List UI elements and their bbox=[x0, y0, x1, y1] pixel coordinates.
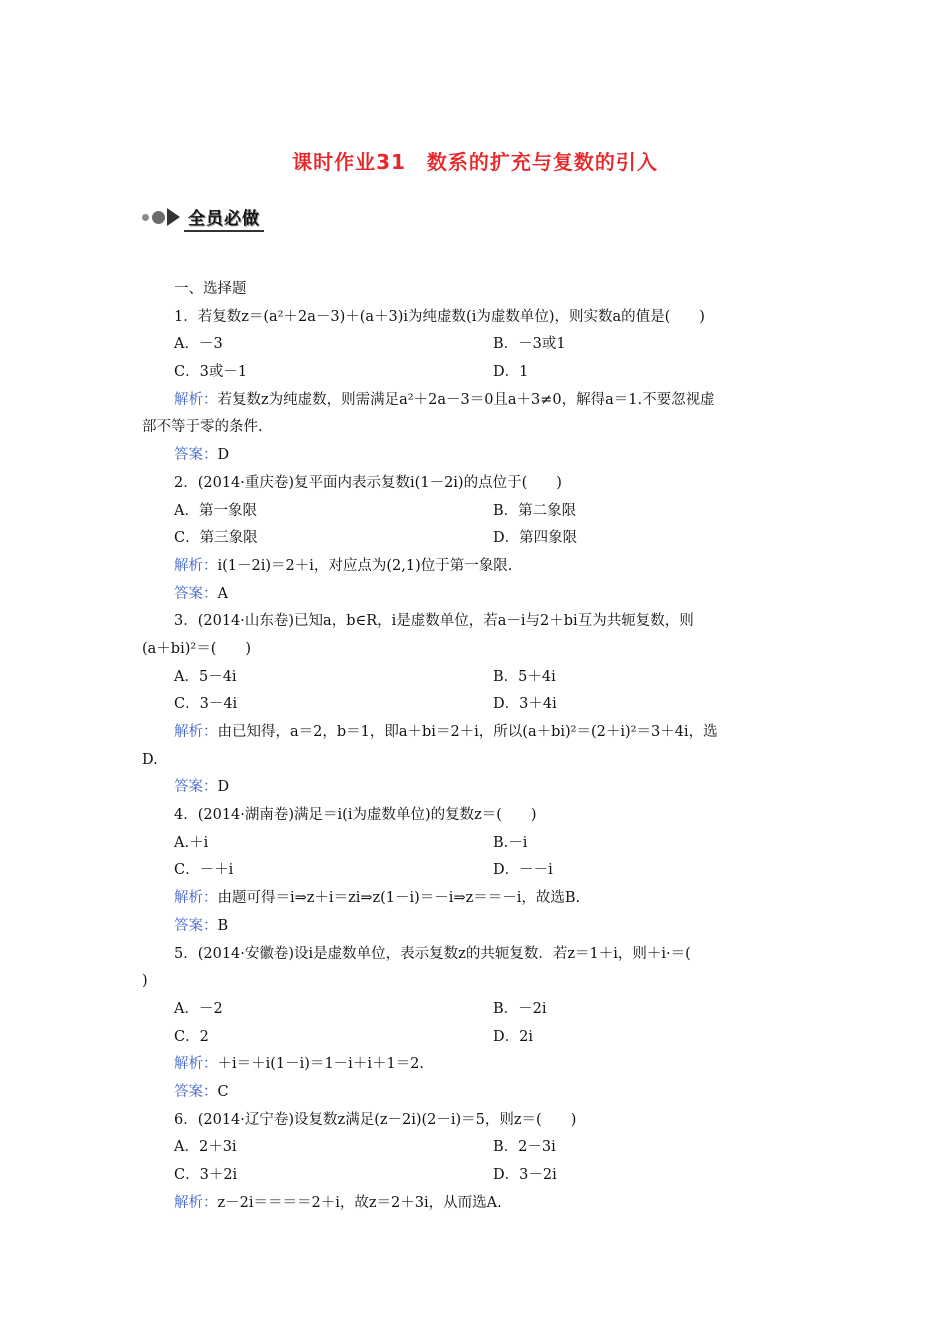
question-1-analysis-cont: 部不等于零的条件. bbox=[142, 419, 263, 436]
option-a: A．－2 bbox=[174, 1000, 223, 1017]
option-a: A．－3 bbox=[174, 336, 223, 353]
answer-label: 答案： bbox=[174, 917, 218, 934]
option-c: C．3或－1 bbox=[174, 364, 248, 381]
question-4-stem: 4．(2014·湖南卷)满足＝i(i为虚数单位)的复数z＝( ) bbox=[174, 807, 537, 824]
large-dot-icon bbox=[152, 211, 165, 224]
question-6-options-ab bbox=[142, 1134, 812, 1162]
answer-value: D bbox=[217, 447, 230, 464]
question-6-stem: 6．(2014·辽宁卷)设复数z满足(z－2i)(2－i)＝5，则z＝( ) bbox=[174, 1111, 577, 1128]
question-1-options-cd bbox=[142, 359, 812, 387]
option-d: D．3＋4i bbox=[493, 696, 557, 713]
question-2-analysis bbox=[142, 553, 812, 581]
option-c: C．－＋i bbox=[174, 862, 234, 879]
option-b: B．2－3i bbox=[493, 1139, 556, 1156]
option-a: A．5－4i bbox=[174, 668, 237, 685]
question-5-options-cd bbox=[142, 1024, 812, 1052]
question-5-stem: 5．(2014·安徽卷)设i是虚数单位，表示复数z的共轭复数．若z＝1＋i，则＋i·＝( bbox=[174, 945, 691, 962]
question-2-answer bbox=[142, 581, 812, 609]
analysis-text: 由题可得＝i⇒z＋i＝zi⇒z(1－i)＝－i⇒z＝＝－i，故选B. bbox=[217, 890, 581, 907]
question-3-analysis bbox=[142, 719, 812, 747]
worksheet-content bbox=[142, 276, 812, 1217]
question-5-stem-cont: ) bbox=[142, 973, 148, 990]
option-d: D．－－i bbox=[493, 862, 553, 879]
question-1-stem: 1．若复数z＝(a²＋2a－3)＋(a＋3)i为纯虚数(i为虚数单位)，则实数a的值是( ) bbox=[174, 308, 705, 325]
section-banner bbox=[142, 204, 264, 230]
option-c: C．3＋2i bbox=[174, 1167, 238, 1183]
analysis-text: 由已知得，a＝2，b＝1，即a＋bi＝2＋i，所以(a＋bi)²＝(2＋i)²＝3＋4i，选 bbox=[217, 724, 718, 740]
option-b: B．－3或1 bbox=[493, 336, 566, 353]
answer-label: 答案： bbox=[174, 447, 218, 464]
analysis-label: 解析： bbox=[174, 1194, 218, 1211]
option-d: D．3－2i bbox=[493, 1167, 557, 1183]
analysis-text: ＋i＝＋i(1－i)＝1－i＋i＋1＝2. bbox=[217, 1056, 425, 1073]
section-heading: 一、选择题 bbox=[174, 281, 247, 297]
small-dot-icon bbox=[142, 214, 149, 221]
answer-label: 答案： bbox=[174, 1083, 218, 1100]
question-3-answer bbox=[142, 774, 812, 802]
option-b: B．5＋4i bbox=[493, 668, 556, 685]
arrow-right-icon bbox=[167, 208, 180, 226]
analysis-label: 解析： bbox=[174, 1056, 218, 1073]
question-5-answer bbox=[142, 1079, 812, 1107]
option-b: B.－i bbox=[493, 834, 528, 851]
option-b: B．第二象限 bbox=[493, 502, 577, 519]
answer-value: A bbox=[217, 585, 228, 602]
option-b: B．－2i bbox=[493, 1000, 547, 1017]
option-a: A．第一象限 bbox=[174, 502, 257, 519]
analysis-label: 解析： bbox=[174, 557, 218, 574]
option-d: D．1 bbox=[493, 364, 529, 381]
banner-label: 全员必做 bbox=[184, 203, 264, 232]
option-a: A.＋i bbox=[174, 834, 209, 851]
question-3-stem: 3．(2014·山东卷)已知a，b∈R，i是虚数单位，若a－i与2＋bi互为共轭复数，则 bbox=[174, 613, 694, 630]
option-c: C．3－4i bbox=[174, 696, 238, 713]
question-4-options-ab bbox=[142, 830, 812, 858]
answer-value: D bbox=[217, 779, 230, 796]
question-6-options-cd bbox=[142, 1162, 812, 1190]
question-1-options-ab bbox=[142, 331, 812, 359]
answer-value: B bbox=[217, 917, 229, 934]
question-4-answer bbox=[142, 913, 812, 941]
answer-label: 答案： bbox=[174, 779, 218, 796]
question-2-options-ab bbox=[142, 498, 812, 526]
question-2-stem: 2．(2014·重庆卷)复平面内表示复数i(1－2i)的点位于( ) bbox=[174, 474, 562, 491]
analysis-text: z－2i＝＝＝＝2＋i，故z＝2＋3i，从而选A. bbox=[217, 1194, 502, 1211]
answer-label: 答案： bbox=[174, 585, 218, 602]
question-3-stem-cont: (a＋bi)²＝( ) bbox=[142, 640, 252, 657]
analysis-label: 解析： bbox=[174, 391, 218, 408]
question-2-options-cd bbox=[142, 525, 812, 553]
option-c: C．2 bbox=[174, 1028, 209, 1045]
option-a: A．2＋3i bbox=[174, 1139, 237, 1156]
question-5-options-ab bbox=[142, 996, 812, 1024]
analysis-label: 解析： bbox=[174, 890, 218, 907]
page-title: 课时作业31 数系的扩充与复数的引入 bbox=[292, 150, 658, 174]
option-d: D．第四象限 bbox=[493, 530, 578, 547]
question-4-analysis bbox=[142, 885, 812, 913]
analysis-text: 若复数z为纯虚数，则需满足a²＋2a－3＝0且a＋3≠0，解得a＝1.不要忽视虚 bbox=[217, 391, 715, 408]
question-3-analysis-cont: D. bbox=[142, 751, 158, 768]
answer-value: C bbox=[217, 1083, 229, 1100]
question-4-options-cd bbox=[142, 857, 812, 885]
question-6-analysis bbox=[142, 1190, 812, 1218]
question-5-analysis bbox=[142, 1051, 812, 1079]
question-3-options-cd bbox=[142, 691, 812, 719]
option-d: D．2i bbox=[493, 1028, 533, 1045]
question-3-options-ab bbox=[142, 664, 812, 692]
question-1-analysis bbox=[142, 387, 812, 415]
analysis-text: i(1－2i)＝2＋i，对应点为(2,1)位于第一象限. bbox=[217, 557, 513, 574]
analysis-label: 解析： bbox=[174, 724, 218, 740]
question-1-answer bbox=[142, 442, 812, 470]
option-c: C．第三象限 bbox=[174, 530, 258, 547]
